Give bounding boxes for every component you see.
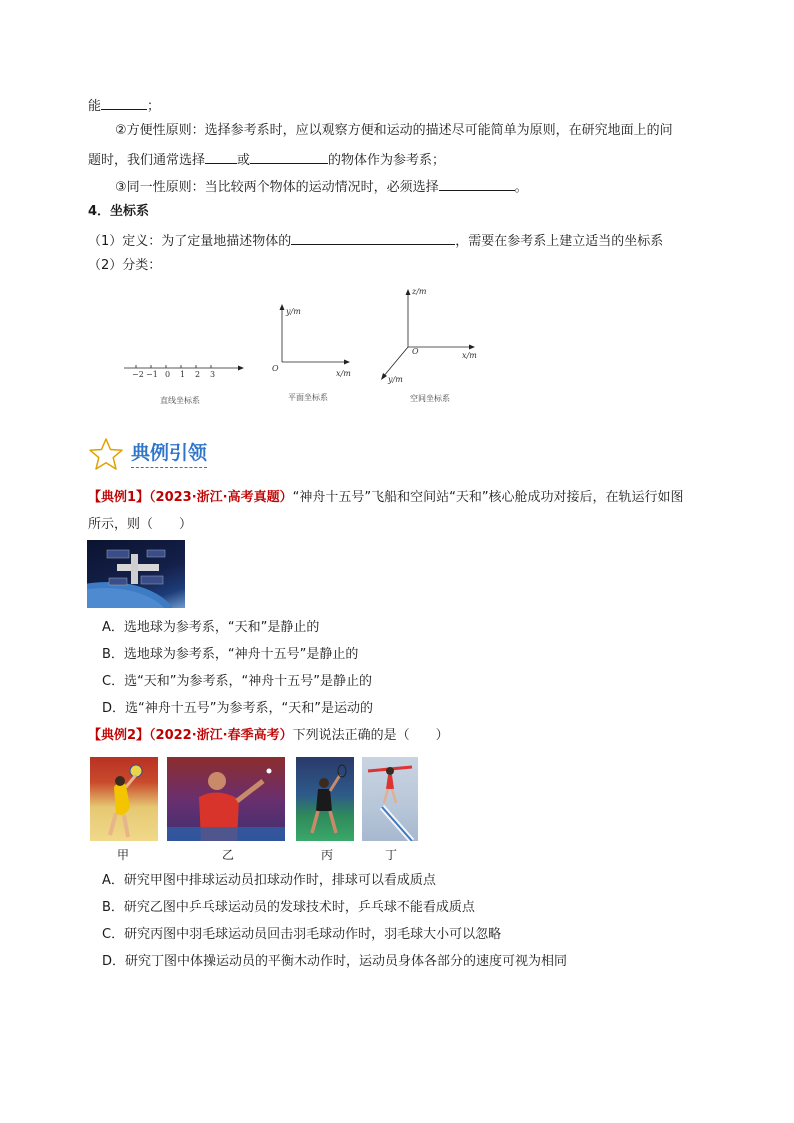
plane-origin-label: O — [272, 364, 279, 373]
space-station-photo — [87, 540, 185, 608]
section-title: 典例引领 — [131, 442, 208, 464]
item2-cont-b: 的物体作为参考系； — [328, 153, 446, 168]
coordinate-definition — [88, 230, 663, 251]
volleyball-photo — [90, 757, 158, 841]
tick-label: 0 — [165, 370, 171, 379]
plane-coordinate-figure — [268, 300, 358, 375]
coordinate-classification-label: （2）分类： — [88, 258, 162, 273]
line1-suffix: ； — [147, 99, 161, 114]
photo-label-ding: 丁 — [385, 848, 398, 862]
example-2-stem-text: 下列说法正确的是（ ） — [292, 728, 449, 743]
answer-blank[interactable] — [250, 149, 328, 164]
tick-label: 1 — [180, 370, 186, 379]
example-2-stem — [88, 727, 449, 745]
principle-item-3 — [115, 176, 528, 197]
principle-item-2: ②方便性原则：选择参考系时，应以观察方便和运动的描述尽可能简单为原则，在研究地面上的问 — [115, 123, 673, 138]
tick-label: −2 — [132, 370, 144, 379]
answer-blank[interactable] — [205, 149, 237, 164]
section-4-heading: 4．坐标系 — [88, 204, 150, 219]
photo-label-yi: 乙 — [222, 848, 235, 862]
plane-x-label: x/m — [336, 369, 351, 378]
principle-item-2-cont — [88, 149, 445, 170]
space-y-label: y/m — [388, 375, 403, 384]
line1-prefix: 能 — [88, 99, 102, 114]
example-1-stem-cont: 所示，则（ ） — [88, 517, 193, 532]
item2-cont-a: 题时，我们通常选择 — [88, 153, 206, 168]
star-icon — [88, 437, 124, 471]
example-1-tag: 【典例1】 — [88, 490, 150, 505]
item2-cont-or: 或 — [237, 153, 251, 168]
def-a: （1）定义：为了定量地描述物体的 — [88, 234, 292, 249]
example-2-option-d: D．研究丁图中体操运动员的平衡木动作时，运动员身体各部分的速度可视为相同 — [102, 954, 568, 969]
line-caption: 直线坐标系 — [160, 396, 200, 405]
tick-label: −1 — [146, 370, 158, 379]
example-2-option-b: B．研究乙图中乒乓球运动员的发球技术时，乒乓球不能看成质点 — [102, 900, 475, 915]
item3-b: 。 — [514, 180, 528, 195]
photo-label-bing: 丙 — [321, 848, 334, 862]
example-1-source: （2023·浙江·高考真题） — [149, 490, 293, 505]
badminton-photo — [296, 757, 354, 841]
example-2-source: （2022·浙江·春季高考） — [149, 728, 293, 743]
answer-blank[interactable] — [291, 230, 455, 245]
example-1-option-b: B．选地球为参考系，“神舟十五号”是静止的 — [102, 647, 359, 662]
answer-blank[interactable] — [439, 176, 515, 191]
example-1-option-d: D．选“神舟十五号”为参考系，“天和”是运动的 — [102, 701, 373, 716]
gymnastics-photo — [362, 757, 418, 841]
plane-y-label: y/m — [286, 307, 301, 316]
example-1-stem-a: “神舟十五号”飞船和空间站“天和”核心舱成功对接后，在轨运行如图 — [292, 490, 684, 505]
space-caption: 空间坐标系 — [410, 394, 450, 403]
example-1-option-a: A．选地球为参考系，“天和”是静止的 — [102, 620, 320, 635]
space-origin-label: O — [412, 347, 419, 356]
space-coordinate-figure — [375, 285, 485, 385]
tick-label: 2 — [195, 370, 201, 379]
table-tennis-photo — [167, 757, 285, 841]
def-b: ，需要在参考系上建立适当的坐标系 — [455, 234, 664, 249]
example-2-tag: 【典例2】 — [88, 728, 150, 743]
example-2-option-c: C．研究丙图中羽毛球运动员回击羽毛球动作时，羽毛球大小可以忽略 — [102, 927, 502, 942]
plane-caption: 平面坐标系 — [288, 393, 328, 402]
photo-label-jia: 甲 — [117, 848, 130, 862]
space-z-label: z/m — [412, 287, 427, 296]
answer-blank[interactable] — [101, 95, 147, 110]
tick-label: 3 — [210, 370, 216, 379]
example-1-stem — [88, 489, 684, 507]
example-2-option-a: A．研究甲图中排球运动员扣球动作时，排球可以看成质点 — [102, 873, 436, 888]
example-1-option-c: C．选“天和”为参考系，“神舟十五号”是静止的 — [102, 674, 373, 689]
item3-a: ③同一性原则：当比较两个物体的运动情况时，必须选择 — [115, 180, 439, 195]
principle-line-1 — [88, 95, 160, 116]
section-title-underline — [131, 467, 207, 468]
space-x-label: x/m — [462, 351, 477, 360]
